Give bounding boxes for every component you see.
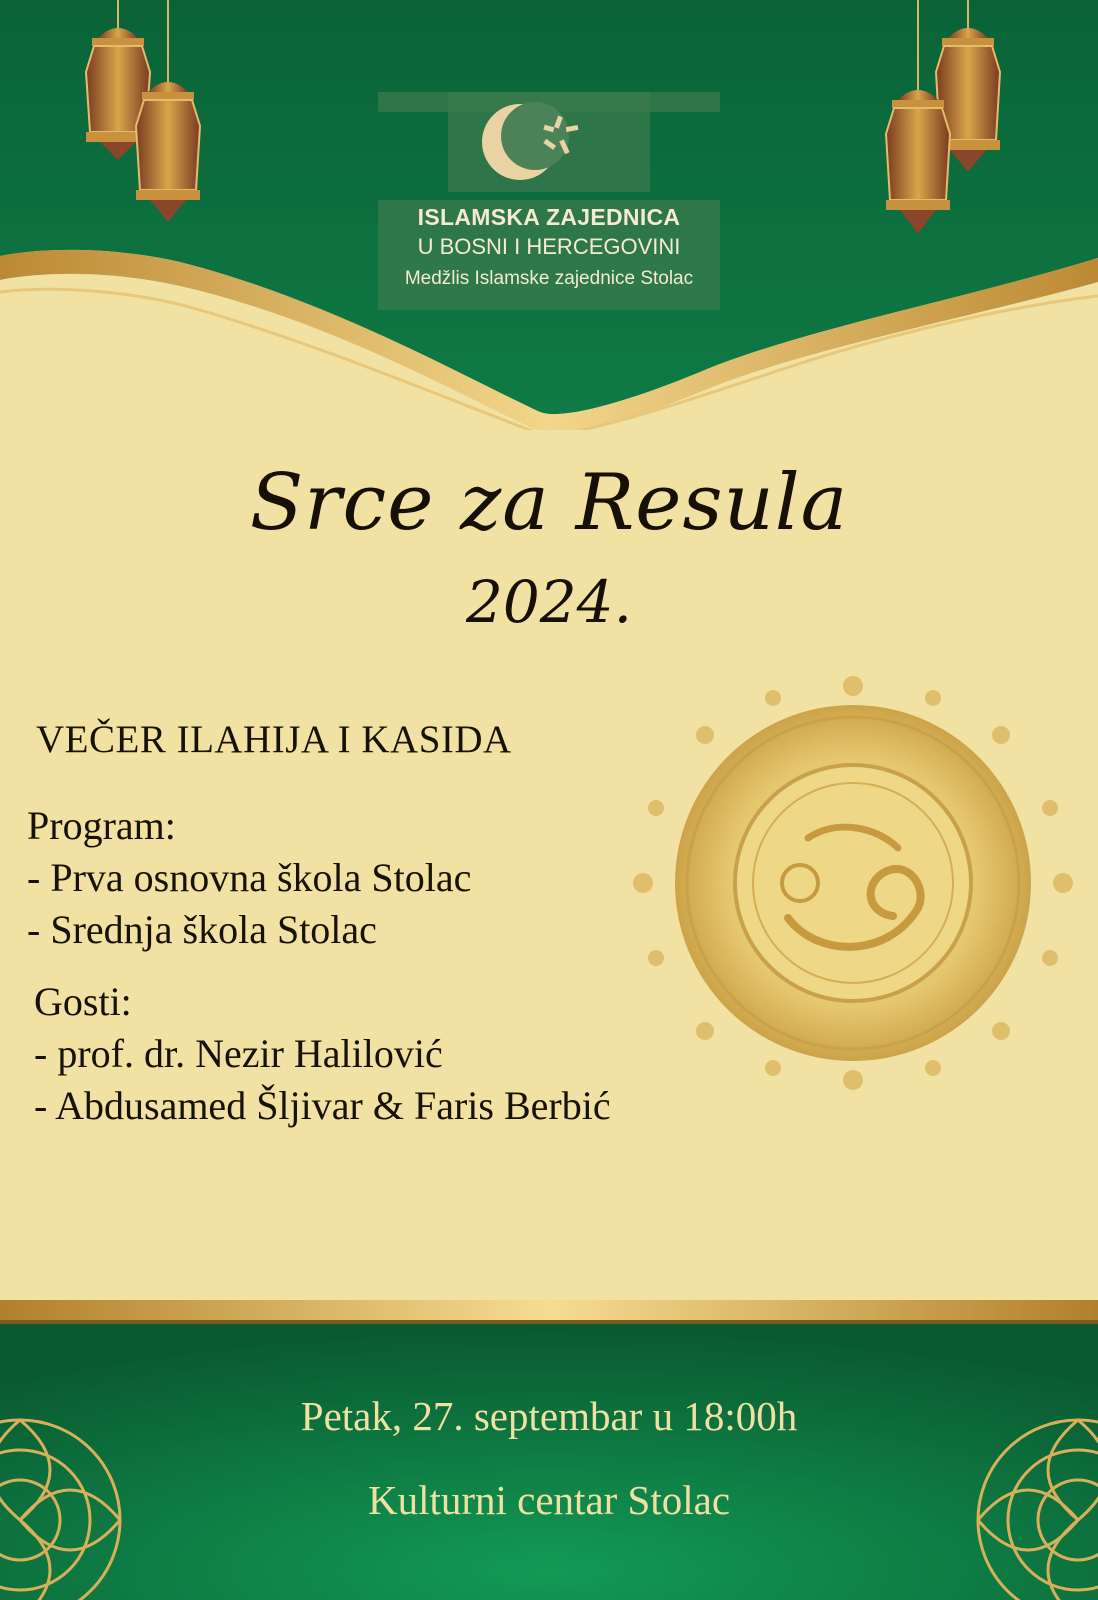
event-year: 2024. [465,568,633,636]
event-location: Kulturni centar Stolac [367,1477,731,1523]
golden-medallion-icon [628,668,1078,1098]
program-item: - Prva osnovna škola Stolac [27,855,472,900]
organization-branch: Medžlis Islamske zajednice Stolac [404,268,694,289]
guests-section [34,976,611,1132]
event-date-time: Petak, 27. septembar u 18:00h [300,1393,798,1439]
bottom-footer-decoration [0,1300,1098,1600]
program-section [27,800,471,956]
organization-logo [378,92,720,310]
program-item: - Srednja škola Stolac [27,907,377,952]
event-subtitle: VEČER ILAHIJA I KASIDA [36,718,512,761]
guest-item: - Abdusamed Šljivar & Faris Berbić [34,1083,611,1128]
guests-heading: Gosti: [34,979,132,1024]
event-title: Srce za Resula [249,458,849,548]
organization-name-line2: U BOSNI I HERCEGOVINI [417,234,681,259]
organization-name-line1: ISLAMSKA ZAJEDNICA [417,204,681,230]
guest-item: - prof. dr. Nezir Halilović [34,1031,443,1076]
program-heading: Program: [27,803,176,848]
